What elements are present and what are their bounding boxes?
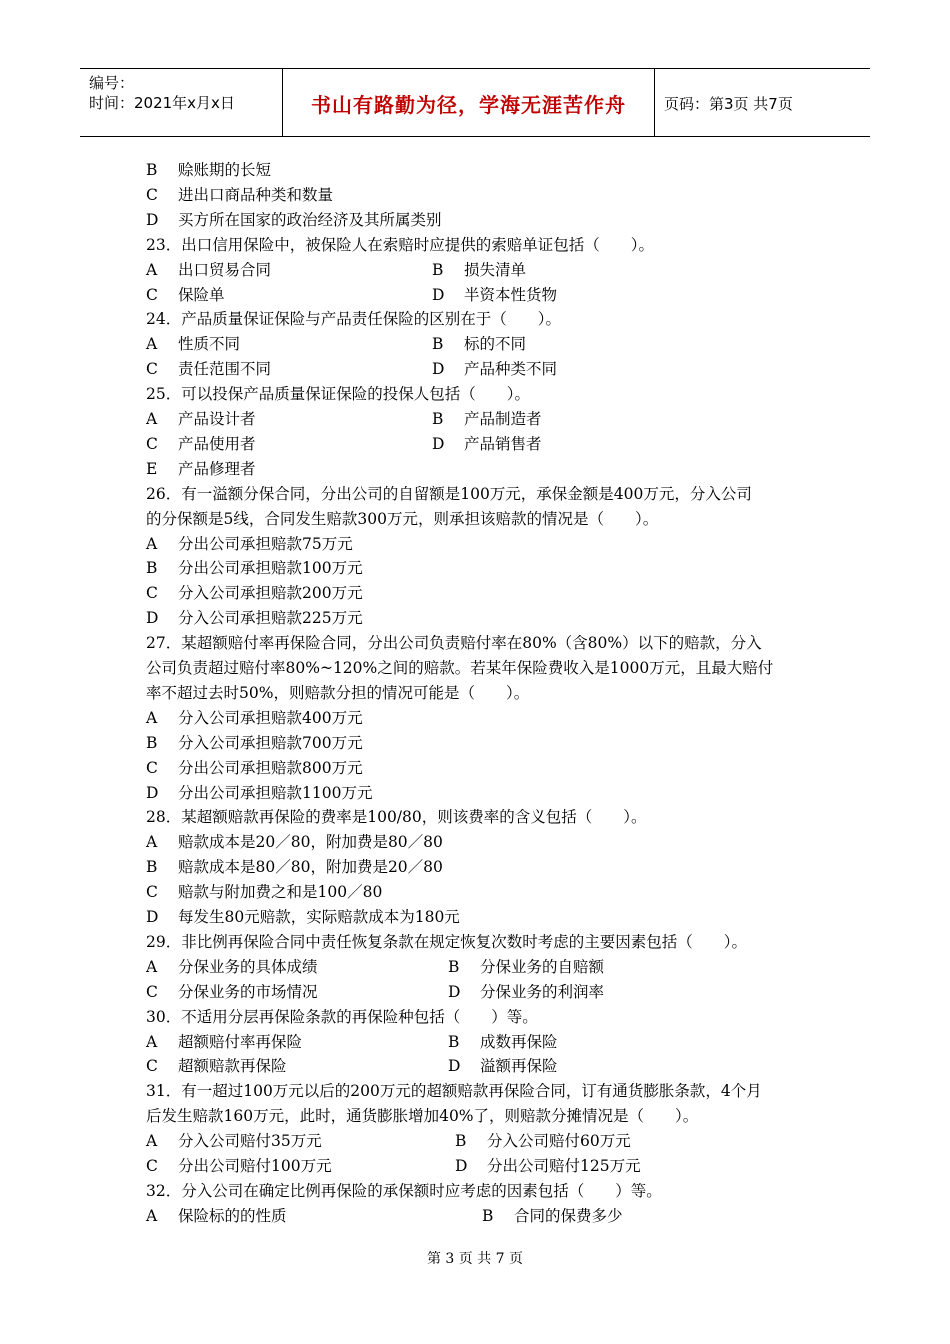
option-row (146, 1030, 906, 1054)
option-letter: C (146, 435, 158, 453)
option-row (146, 731, 906, 755)
option-letter: B (146, 559, 158, 577)
option (146, 1057, 287, 1075)
option-text: 分入公司承担赔款700万元 (178, 734, 363, 752)
option-letter: D (448, 1057, 461, 1075)
option (146, 734, 363, 752)
option-letter: A (146, 709, 158, 727)
option (455, 1129, 631, 1153)
question-text: 26．有一溢额分保合同，分出公司的自留额是100万元，承保金额是400万元，分入公司 (146, 485, 752, 503)
option-letter: D (432, 286, 445, 304)
option-text: 责任范围不同 (178, 360, 272, 378)
option-text: 分入公司赔付60万元 (487, 1132, 631, 1150)
option-text: 分出公司承担赔款100万元 (178, 559, 363, 577)
option-text: 出口贸易合同 (178, 261, 272, 279)
option-row (146, 532, 906, 556)
option-letter: D (432, 360, 445, 378)
option-row (146, 1204, 906, 1228)
option-row (146, 457, 906, 481)
header-page-number: 页码：第3页 共7页 (664, 95, 793, 113)
option-row (146, 756, 906, 780)
option (146, 186, 333, 204)
option-text: 赔款与附加费之和是100／80 (178, 883, 383, 901)
option-letter: C (146, 983, 158, 1001)
option-row (146, 1054, 906, 1078)
option (146, 858, 443, 876)
option-letter: C (146, 584, 158, 602)
option-letter: D (455, 1157, 468, 1175)
option-letter: B (455, 1132, 467, 1150)
option (448, 1054, 558, 1078)
header-date: 时间：2021年x月x日 (89, 94, 235, 112)
question-text: 27．某超额赔付率再保险合同，分出公司负责赔付率在80%（含80%）以下的赔款，分入 (146, 634, 762, 652)
option-row (146, 955, 906, 979)
option-row (146, 183, 906, 207)
option-text: 赔款成本是20／80，附加费是80／80 (178, 833, 443, 851)
option (146, 1132, 322, 1150)
option-text: 分入公司承担赔款400万元 (178, 709, 363, 727)
option-text: 成数再保险 (480, 1033, 558, 1051)
option (146, 559, 363, 577)
option-text: 分入公司承担赔款225万元 (178, 609, 363, 627)
option-text: 赊账期的长短 (178, 161, 272, 179)
option-text: 超额赔款再保险 (178, 1057, 287, 1075)
option (146, 609, 363, 627)
option-letter: C (146, 286, 158, 304)
option-row (146, 905, 906, 929)
option (432, 332, 526, 356)
option-text: 分保业务的利润率 (480, 983, 605, 1001)
option-letter: A (146, 261, 158, 279)
option-letter: A (146, 535, 158, 553)
option (146, 958, 318, 976)
option-text: 分保业务的具体成绩 (178, 958, 318, 976)
option-letter: B (146, 161, 158, 179)
option-letter: B (146, 734, 158, 752)
option (432, 283, 557, 307)
option (448, 955, 604, 979)
option-text: 分保业务的市场情况 (178, 983, 318, 1001)
option-letter: A (146, 833, 158, 851)
option (455, 1154, 641, 1178)
option-text: 标的不同 (464, 335, 527, 353)
option-text: 分入公司承担赔款200万元 (178, 584, 363, 602)
option (146, 784, 372, 802)
option-letter: D (146, 211, 159, 229)
option-text: 合同的保费多少 (514, 1207, 623, 1225)
option-row (146, 357, 906, 381)
option (146, 908, 460, 926)
question-text-continued: 后发生赔款160万元，此时，通货膨胀增加40%了，则赔款分摊情况是（ ）。 (146, 1107, 699, 1125)
question-text: 29．非比例再保险合同中责任恢复条款在规定恢复次数时考虑的主要因素包括（ ）。 (146, 933, 747, 951)
header-motto: 书山有路勤为径，学海无涯苦作舟 (311, 93, 626, 117)
option-text: 产品修理者 (178, 460, 256, 478)
option (146, 833, 443, 851)
option-text: 溢额再保险 (480, 1057, 558, 1075)
option-text: 分保业务的自赔额 (480, 958, 605, 976)
question-text-continued: 公司负责超过赔付率80%~120%之间的赔款。若某年保险费收入是1000万元，且最大赔付 (146, 659, 774, 677)
question-text: 25．可以投保产品质量保证保险的投保人包括（ ）。 (146, 385, 530, 403)
option (146, 759, 363, 777)
option (146, 709, 363, 727)
option-letter: C (146, 1057, 158, 1075)
option-letter: B (432, 261, 444, 279)
header-divider (654, 69, 655, 136)
option-row (146, 706, 906, 730)
option (146, 261, 271, 279)
option (146, 161, 271, 179)
option-text: 分出公司承担赔款800万元 (178, 759, 363, 777)
option-row (146, 880, 906, 904)
option-text: 产品种类不同 (464, 360, 558, 378)
option-letter: B (448, 958, 460, 976)
option (432, 432, 542, 456)
question-text: 28．某超额赔款再保险的费率是100/80，则该费率的含义包括（ ）。 (146, 808, 647, 826)
option-text: 半资本性货物 (464, 286, 558, 304)
option (432, 357, 557, 381)
option-row (146, 208, 906, 232)
option-text: 分出公司承担赔款1100万元 (178, 784, 373, 802)
option (482, 1204, 623, 1228)
option-row (146, 980, 906, 1004)
question-text: 31．有一超过100万元以后的200万元的超额赔款再保险合同，订有通货膨胀条款，4个月 (146, 1082, 762, 1100)
option-letter: D (448, 983, 461, 1001)
option-text: 超额赔付率再保险 (178, 1033, 303, 1051)
header-meta (89, 73, 235, 113)
option-text: 保险单 (178, 286, 225, 304)
option-letter: A (146, 958, 158, 976)
option-text: 分出公司赔付100万元 (178, 1157, 332, 1175)
option-letter: C (146, 360, 158, 378)
option-letter: A (146, 1132, 158, 1150)
option (146, 211, 442, 229)
option-row (146, 332, 906, 356)
option-letter: B (146, 858, 158, 876)
question-text: 23．出口信用保险中，被保险人在索赔时应提供的索赔单证包括（ ）。 (146, 236, 654, 254)
option (146, 1207, 287, 1225)
option-row (146, 830, 906, 854)
option-letter: B (482, 1207, 494, 1225)
option-text: 分出公司赔付125万元 (487, 1157, 641, 1175)
option-row (146, 606, 906, 630)
question-text-continued: 率不超过去时50%，则赔款分担的情况可能是（ ）。 (146, 684, 530, 702)
option (146, 410, 256, 428)
option (448, 980, 604, 1004)
option-letter: A (146, 1207, 158, 1225)
option-row (146, 158, 906, 182)
option (146, 584, 363, 602)
question-text: 24．产品质量保证保险与产品责任保险的区别在于（ ）。 (146, 310, 561, 328)
option-row (146, 781, 906, 805)
option-text: 性质不同 (178, 335, 241, 353)
option (146, 883, 382, 901)
option (146, 535, 353, 553)
option-letter: E (146, 460, 158, 478)
option (146, 1157, 332, 1175)
option-letter: D (432, 435, 445, 453)
option-row (146, 556, 906, 580)
page-header (80, 68, 870, 137)
option-text: 每发生80元赔款，实际赔款成本为180元 (178, 908, 460, 926)
option (146, 983, 318, 1001)
option-row (146, 283, 906, 307)
option-row (146, 1154, 906, 1178)
option-text: 损失清单 (464, 261, 527, 279)
option-letter: B (432, 335, 444, 353)
option-text: 分出公司承担赔款75万元 (178, 535, 353, 553)
option-text: 产品使用者 (178, 435, 256, 453)
option (146, 1033, 302, 1051)
option-row (146, 432, 906, 456)
option (448, 1030, 558, 1054)
option (146, 460, 256, 478)
option-letter: D (146, 609, 159, 627)
option-letter: C (146, 1157, 158, 1175)
option (146, 286, 225, 304)
option-row (146, 855, 906, 879)
option-text: 保险标的的性质 (178, 1207, 287, 1225)
option-letter: A (146, 1033, 158, 1051)
option-letter: A (146, 335, 158, 353)
option-letter: D (146, 784, 159, 802)
option (432, 258, 526, 282)
option-letter: C (146, 186, 158, 204)
page-footer: 第 3 页 共 7 页 (426, 1251, 524, 1267)
option-text: 产品销售者 (464, 435, 542, 453)
option-letter: A (146, 410, 158, 428)
question-text: 32．分入公司在确定比例再保险的承保额时应考虑的因素包括（ ）等。 (146, 1182, 662, 1200)
option-text: 分入公司赔付35万元 (178, 1132, 322, 1150)
option (432, 407, 542, 431)
option (146, 335, 240, 353)
option (146, 435, 256, 453)
option-text: 产品制造者 (464, 410, 542, 428)
option-text: 买方所在国家的政治经济及其所属类别 (178, 211, 442, 229)
option-letter: C (146, 883, 158, 901)
option-letter: B (432, 410, 444, 428)
option-row (146, 407, 906, 431)
header-code: 编号： (89, 74, 135, 92)
option-text: 进出口商品种类和数量 (178, 186, 334, 204)
question-text-continued: 的分保额是5线，合同发生赔款300万元，则承担该赔款的情况是（ ）。 (146, 510, 659, 528)
option-row (146, 581, 906, 605)
option-letter: C (146, 759, 158, 777)
question-text: 30．不适用分层再保险条款的再保险种包括（ ）等。 (146, 1008, 538, 1026)
option-letter: D (146, 908, 159, 926)
option-row (146, 1129, 906, 1153)
option-text: 赔款成本是80／80，附加费是20／80 (178, 858, 443, 876)
option (146, 360, 271, 378)
option-row (146, 258, 906, 282)
option-text: 产品设计者 (178, 410, 256, 428)
option-letter: B (448, 1033, 460, 1051)
